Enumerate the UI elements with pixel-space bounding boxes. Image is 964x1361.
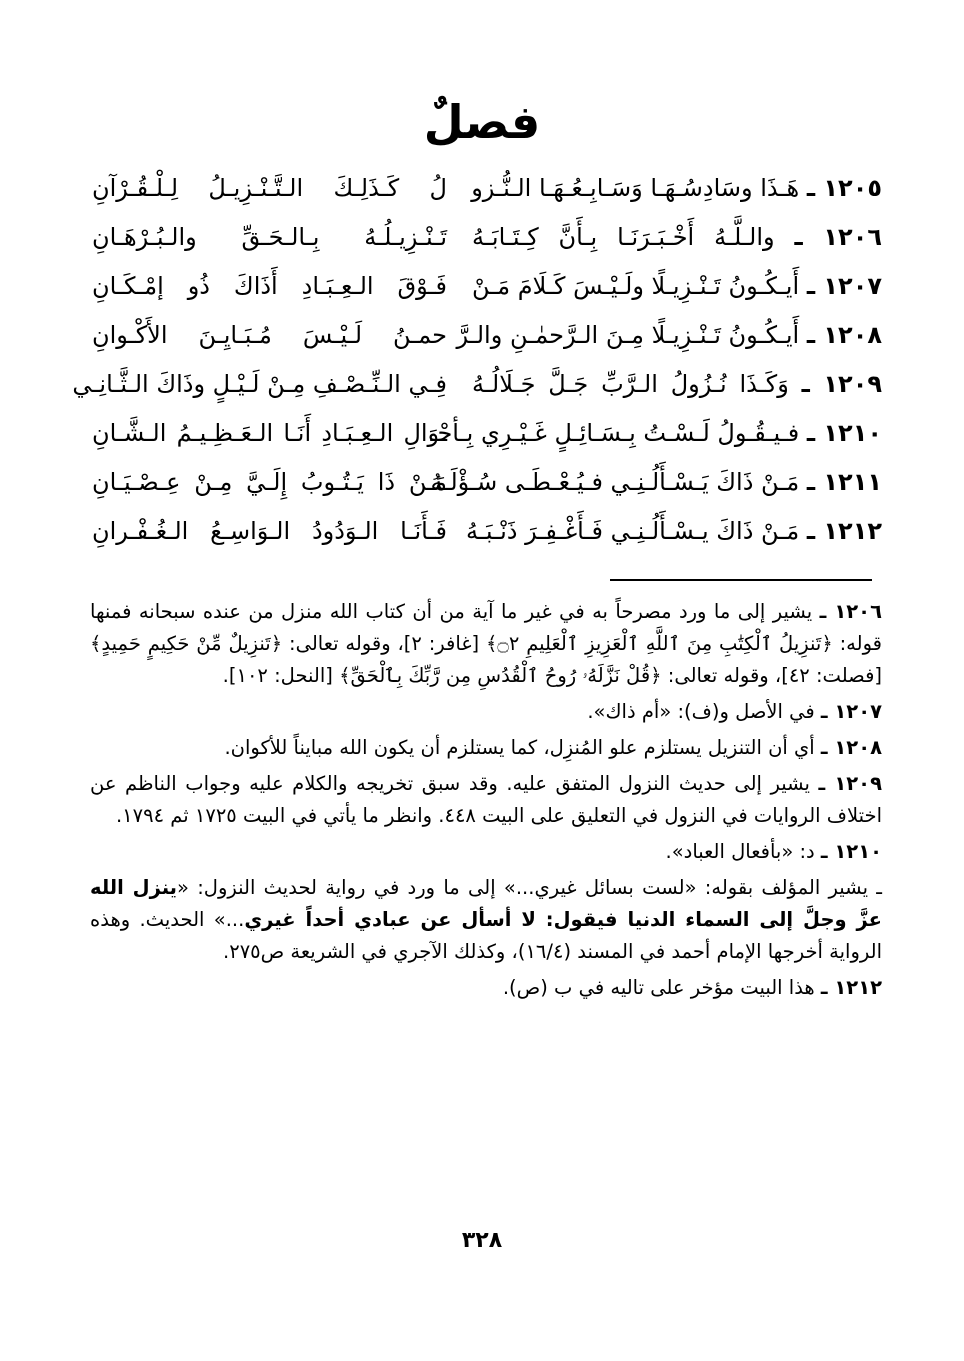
verse-right-text: أَيـكُـونُ تَـنْـزِيـلًا ولَـيْـسَ كَـلَامَ مَـنْ [472,272,800,300]
verse-first-hemistich [456,315,882,355]
footnote-text: يشير إلى حديث النزول المتفق عليه. وقد سبق تخريجه والكلام عليه وجواب الناظم عن اختلاف الروايات في النزول في التعليق على البيت ٤٤٨. وانظر ما يأتي في البيت ١٧٢٥ ثم ١٧٩٤. [90,772,882,827]
footnote-text: ...» الحديث. وهذه الرواية أخرجها الإمام أحمد في المسند (١٦/٤)، وكذلك الآجري في الشريعة ص٢٧٥. [90,908,882,963]
verse-number: ١٢٠٨ ـ [806,321,882,349]
verse-right-text: أَيـكُـونُ تَـنْـزِيـلًا مِـنَ الـرَّحمٰـنِ والـرَّ [456,321,800,349]
verse-first-hemistich [472,266,882,306]
footnote [90,596,882,692]
verse-right-text: مَـنْ ذَاكَ يَـسْـأَلُـنِـي فـيُـعْـطَـى سُـؤْلَـهُ [430,468,800,496]
chapter-title: فصلٌ [423,95,541,149]
poem-verses [72,168,882,560]
footnote-text: د: «بأفعال العباد». [665,840,815,863]
verse-right-text: هَـذَا وسَادِسُـهَـا وَسَـابِـعُـهَـا الـنُّـزو [471,174,800,202]
footnote-text: ـ يشير المؤلف بقوله: «لست بسائل غيري...» إلى ما ورد في رواية لحديث النزول: « [177,876,882,899]
footnote [90,696,882,728]
verse-first-hemistich [472,217,882,257]
verse-line [92,315,882,364]
verse-line [92,413,882,462]
footnote [90,768,882,832]
verse-second-hemistich: فَـأَنَـا الـوَدُودُ الـوَاسِـعُ الـغُـفْـرانِ [92,517,447,545]
verse-first-hemistich [465,511,882,551]
verse-right-text: وَكَـذَا نُـزُولُ الـرَّبِّ جَـلَّ جَـلَالُـهُ [472,370,789,398]
footnote-text: يشير إلى ما ورد مصرحاً به في غير ما آية من أن كتاب الله منزل من عنده سبحانه فمنها قوله: ﴿تَنزِيلُ ٱلْكِتَٰبِ مِنَ ٱللَّهِ ٱلْعَزِيزِ ٱلْعَلِيمِ ۝٢﴾ [غافر: ٢]، وقوله تعالى: ﴿تَنزِيلٌ مِّنْ حَكِيمٍ حَمِيدٍ﴾ [فصلت: ٤٢]، وقوله تعالى: ﴿قُلْ نَزَّلَهُۥ رُوحُ ٱلْقُدُسِ مِن رَّبِّكَ بِٱلْحَقِّ﴾ [النحل: ١٠٢]. [90,600,882,687]
verse-number: ١٢١٢ ـ [806,517,882,545]
footnote-text: أي أن التنزيل يستلزم علو المُنزِل، كما يستلزم أن يكون الله مبايناً للأكوان. [224,736,815,759]
verse-second-hemistich: حمـنُ لَـيْـسَ مُـبَـايِـنَ الأَكْـوانِ [92,321,447,349]
verse-line [92,266,882,315]
verse-line [92,168,882,217]
footnote-text: هذا البيت مؤخر على تاليه في ب (ص). [502,976,815,999]
verse-second-hemistich: لُ كَـذَلِـكَ الـتَّـنْـزِيـلُ لِـلْـقُـرْآنِ [92,174,447,202]
footnote-number: ١٢٠٩ ـ [818,772,882,795]
footnote-text: في الأصل و(ف): «أم ذاك». [587,700,815,723]
verse-line [92,511,882,560]
verse-number: ١٢٠٩ ـ [801,370,882,398]
verse-second-hemistich: ـوَالِ الـعِـبَـادِ أَنَـا الـعَـظِـيـمُ الـشَّـانِ [92,419,447,447]
verse-right-text: والـلَّـهُ أَخْـبَـرَنَـا بِـأَنَّ كِـتَـابَـهُ [472,223,775,251]
verse-right-text: فـيـقُـولُ لَـسْـتُ بِـسَـائِـلٍ غَـيْـرِي بِـأحْـ [430,419,800,447]
verse-second-hemistich: مَـنْ ذَا يَـتُـوبُ إِلَـيَّ مِـنْ عِـصْـيَـانِ [92,468,447,496]
footnote-number: ١٢١٠ ـ [820,840,882,863]
footnote-bold-text: ينزل الله عزَّ وجلَّ إلى السماء الدنيا فيقول: لا أسأل عن عبادي أحداً غيري [90,876,882,931]
page-number: ٣٢٨ [461,1228,503,1253]
verse-second-hemistich: تَـنْـزِيـلُـهُ بِـالـحَـقِّ والـبُـرْهَـانِ [92,223,447,251]
verse-number: ١٢٠٥ ـ [806,174,882,202]
verse-first-hemistich [430,462,882,502]
verse-number: ١٢٠٧ ـ [806,272,882,300]
verse-line [92,462,882,511]
footnote-separator [610,579,872,581]
footnotes [90,596,882,1008]
verse-number: ١٢١١ ـ [806,468,882,496]
verse-number: ١٢٠٦ ـ [794,223,882,251]
footnote-number: ١٢٠٨ ـ [820,736,882,759]
verse-first-hemistich [472,364,882,404]
footnote [90,872,882,968]
verse-second-hemistich: فَـوْقَ الـعِـبَـادِ أَذَاكَ ذُو إمْـكَـانِ [92,272,447,300]
footnote-number: ١٢١٢ ـ [820,976,882,999]
verse-first-hemistich [472,168,882,208]
footnote [90,836,882,868]
verse-second-hemistich: فِـي الـنِّـصْـفِ مِـنْ لَـيْـلٍ وذَاكَ الـثَّـانِـي [72,370,447,398]
verse-line [72,364,882,413]
footnote-number: ١٢٠٦ ـ [819,600,882,623]
verse-line [92,217,882,266]
verse-right-text: مَـنْ ذَاكَ يـسْـأَلُـنِـي فَـأَغْـفِـرَ ذَنْـبَـهُ [465,517,800,545]
footnote [90,732,882,764]
verse-number: ١٢١٠ ـ [806,419,882,447]
footnote [90,972,882,1004]
verse-first-hemistich [430,413,882,453]
footnote-number: ١٢٠٧ ـ [820,700,882,723]
